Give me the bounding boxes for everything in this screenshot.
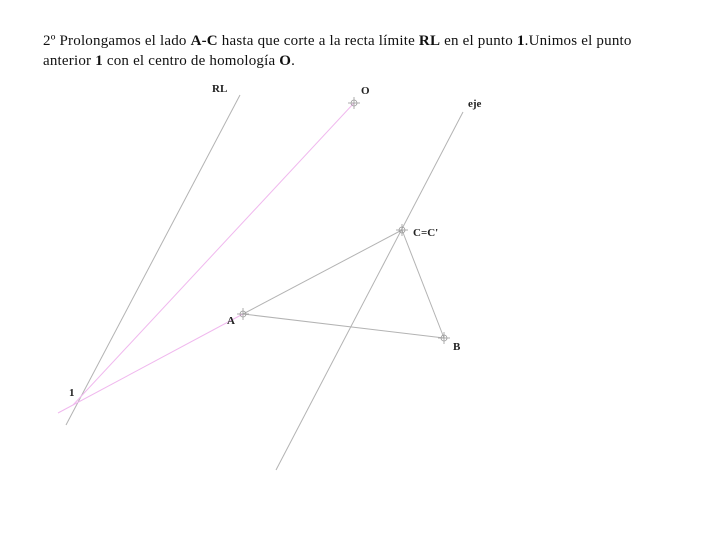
instr-point-1: 1 — [516, 33, 525, 49]
point-c-marker — [396, 224, 408, 236]
instr-part-3: en el punto — [440, 33, 517, 49]
instr-part-1: 2º Prolongamos el lado — [43, 33, 191, 49]
point-a-marker — [237, 308, 249, 320]
point-b-marker — [438, 332, 450, 344]
instr-part-5: con el centro de homología — [102, 53, 280, 69]
side-ac — [243, 230, 402, 314]
label-o: O — [361, 85, 370, 97]
label-c: C=C' — [413, 227, 439, 239]
instr-limit-line: RL — [418, 33, 441, 49]
label-b: B — [453, 341, 461, 353]
side-cb — [402, 230, 444, 338]
instr-center-o: O — [279, 53, 292, 69]
instr-side-ac: A-C — [190, 33, 218, 49]
instr-part-6: . — [291, 53, 296, 69]
homology-axis — [276, 112, 463, 470]
extension-ac-to-one — [58, 314, 243, 413]
instr-point-1-again: 1 — [95, 53, 103, 69]
label-a: A — [227, 315, 235, 327]
label-rl: RL — [212, 83, 228, 95]
label-one: 1 — [69, 387, 75, 399]
instr-part-4: .Unimos el punto anterior — [43, 33, 632, 69]
side-ab — [243, 314, 444, 338]
line-one-to-center — [73, 103, 354, 405]
limit-line-rl — [66, 95, 240, 425]
instr-part-2: hasta que corte a la recta límite — [217, 33, 419, 49]
label-eje: eje — [468, 98, 482, 110]
